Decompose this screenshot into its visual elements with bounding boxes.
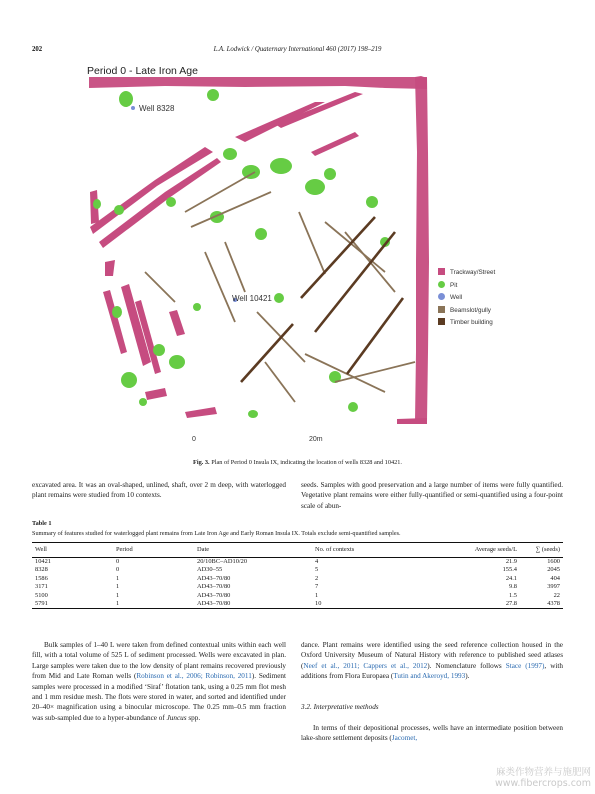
well-8328-label: Well 8328 (139, 104, 175, 113)
legend-label: Trackway/Street (450, 269, 496, 276)
table-row (32, 566, 563, 574)
figure-caption (32, 459, 563, 466)
table-cell: 10 (312, 600, 424, 609)
figure-title: Period 0 - Late Iron Age (87, 65, 198, 77)
table-cell: AD43–70/80 (194, 600, 312, 609)
legend-swatch-pit (438, 281, 445, 288)
table-cell: AD30–55 (197, 566, 223, 574)
table-cell: 5 (315, 566, 319, 574)
legend-item (438, 280, 495, 293)
table-cell: 8328 (35, 566, 48, 574)
legend-label: Beamslot/gully (450, 306, 491, 314)
well-10421-label: Well 10421 (232, 294, 272, 303)
text-run: ). Sediment samples were processed in a modified ‘Siraf’ flotation tank, using a 0.25 mm flot mesh and 1 mm residue mesh. The flots were stored in water, and sorted and identified under 20–40× magnification using a binocular microscope. The 0.25 mm–0.5 mm fraction was sub-sampled due to a hyper-abundance of (32, 672, 286, 722)
legend-swatch-timber (438, 318, 445, 325)
col-header-period: Period (113, 543, 194, 558)
table-cell: 1 (116, 583, 120, 591)
site-plan-figure (85, 62, 511, 434)
table-cell: 3997 (547, 583, 560, 591)
legend-swatch-well (438, 293, 445, 300)
table-header-row (32, 543, 563, 558)
table-cell: 4378 (520, 600, 563, 609)
text-run: ). (465, 672, 470, 681)
col-header-sum-seeds: ∑ (seeds) (520, 543, 563, 558)
citation-link[interactable]: Tutin and Akeroyd, 1993 (393, 672, 466, 681)
legend-item (438, 267, 495, 280)
features-table (32, 542, 563, 609)
trackway-boundary-top (89, 76, 427, 89)
table-cell: AD43–70/80 (197, 591, 231, 599)
table-row (32, 575, 563, 583)
table-cell: 1.5 (509, 591, 517, 599)
col-header-well: Well (32, 543, 113, 558)
table-cell: 2045 (547, 566, 560, 574)
table-cell: AD43–70/80 (197, 574, 231, 582)
table-cell: 2 (315, 574, 319, 582)
legend-item (438, 317, 495, 330)
table-cell: 22 (553, 591, 560, 599)
table-cell: 155.4 (502, 566, 517, 574)
well-8328-marker (131, 106, 135, 110)
table-cell: 404 (550, 574, 560, 582)
citation-link[interactable]: Jacomet, (391, 734, 418, 743)
bottom-left-paragraph (32, 640, 286, 723)
table-cell: 24.1 (505, 574, 517, 582)
scale-end-label: 20m (309, 436, 323, 443)
legend-item (438, 305, 495, 318)
table-cell: 9.8 (509, 583, 517, 591)
legend-item (438, 292, 495, 305)
table-cell: 27.8 (424, 600, 520, 609)
text-run: dance. Plant remains were identified using the seed reference collection housed in the Oxford University Museum of Natural History with reference to published seed atlases ( (301, 641, 563, 670)
section-paragraph (301, 723, 563, 744)
top-right-paragraph: seeds. Samples with good preservation and a large number of items were fully quantified. Vegetative plant remains were either fully-quantified or semi-quantified using a four-point scale of abun- (301, 481, 563, 510)
table-cell: 1 (315, 591, 319, 599)
citation-link[interactable]: Neef et al., 2011; Cappers et al., 2012 (303, 661, 428, 670)
figure-caption-label: Fig. 3. (193, 459, 210, 466)
table-cell: 4 (315, 558, 319, 565)
species-name: Juncus (166, 713, 187, 722)
watermark-line: www.fibercrops.com (494, 778, 591, 789)
journal-citation: L.A. Lodwick / Quaternary International 460 (2017) 198–219 (213, 46, 382, 53)
col-header-contexts: No. of contexts (312, 543, 424, 558)
legend-block (438, 267, 495, 330)
table-cell: 5791 (32, 600, 113, 609)
citation-link[interactable]: Robinson et al., 2006; Robinson, 2011 (136, 672, 252, 681)
text-run: ). Nomenclature follows (427, 661, 506, 670)
figure-caption-text: Plan of Period 0 Insula IX, indicating the location of wells 8328 and 10421. (209, 459, 402, 466)
table-cell: 3171 (35, 583, 48, 591)
text-run: spp. (186, 713, 201, 722)
legend-swatch-trackway (438, 268, 445, 275)
citation-link[interactable]: Stace (1997) (505, 661, 545, 670)
table-cell: 10421 (35, 558, 51, 565)
table-cell: 1 (113, 600, 194, 609)
table-cell: AD43–70/80 (197, 583, 231, 591)
legend-label: Pit (450, 281, 458, 289)
watermark-line: 麻类作物营养与施肥网 (495, 767, 591, 778)
table-cell: 1586 (35, 574, 48, 582)
table-label: Table 1 (32, 520, 52, 527)
table-cell: 0 (116, 566, 120, 574)
legend-swatch-beamslot (438, 306, 445, 313)
table-row (32, 558, 563, 567)
table-cell: 20/10BC–AD10/20 (197, 558, 248, 565)
section-heading: 3.2. Interpretative methods (301, 703, 379, 711)
table-cell: 1 (116, 574, 120, 582)
bottom-right-paragraph (301, 640, 563, 682)
top-left-paragraph: excavated area. It was an oval-shaped, unlined, shaft, over 2 m deep, with waterlogged plant remains were studied from 10 contexts. (32, 481, 286, 500)
text-run: Bulk samples of 1–40 L were taken from defined contextual units within each well fill, with a total volume of 525 L of sediment processed. Wells were excavated in plan. Large samples were taken due to the low density of plant remains recovered previously from Mid and Late Roman wells ( (32, 641, 286, 681)
col-header-date: Date (194, 543, 312, 558)
table-cell: 0 (116, 558, 120, 565)
table-cell: 21.9 (505, 558, 517, 565)
table-row (32, 583, 563, 591)
legend-label: Timber building (450, 319, 493, 327)
page-number: 202 (32, 46, 43, 53)
table-cell: 1600 (547, 558, 560, 565)
trackway-boundary-right (415, 77, 429, 421)
table-row (32, 592, 563, 600)
table-cell: 7 (315, 583, 319, 591)
watermark (495, 767, 591, 789)
text-run: In terms of their depositional processes, wells have an intermediate position between lake-shore settlement deposits ( (301, 724, 563, 743)
col-header-avg-seeds: Average seeds/L (424, 543, 520, 558)
table-cell: 1 (116, 591, 120, 599)
trackway-boundary-bottom (397, 418, 427, 424)
table-row (32, 600, 563, 609)
table-caption: Summary of features studied for waterlogged plant remains from Late Iron Age and Early Roman Insula IX. Totals exclude semi-quantified samples. (32, 530, 401, 537)
table-cell: 5100 (35, 591, 48, 599)
text-run: , with additions from Flora Europaea ( (301, 661, 563, 681)
scale-start-label: 0 (192, 436, 196, 443)
legend-label: Well (450, 294, 463, 302)
